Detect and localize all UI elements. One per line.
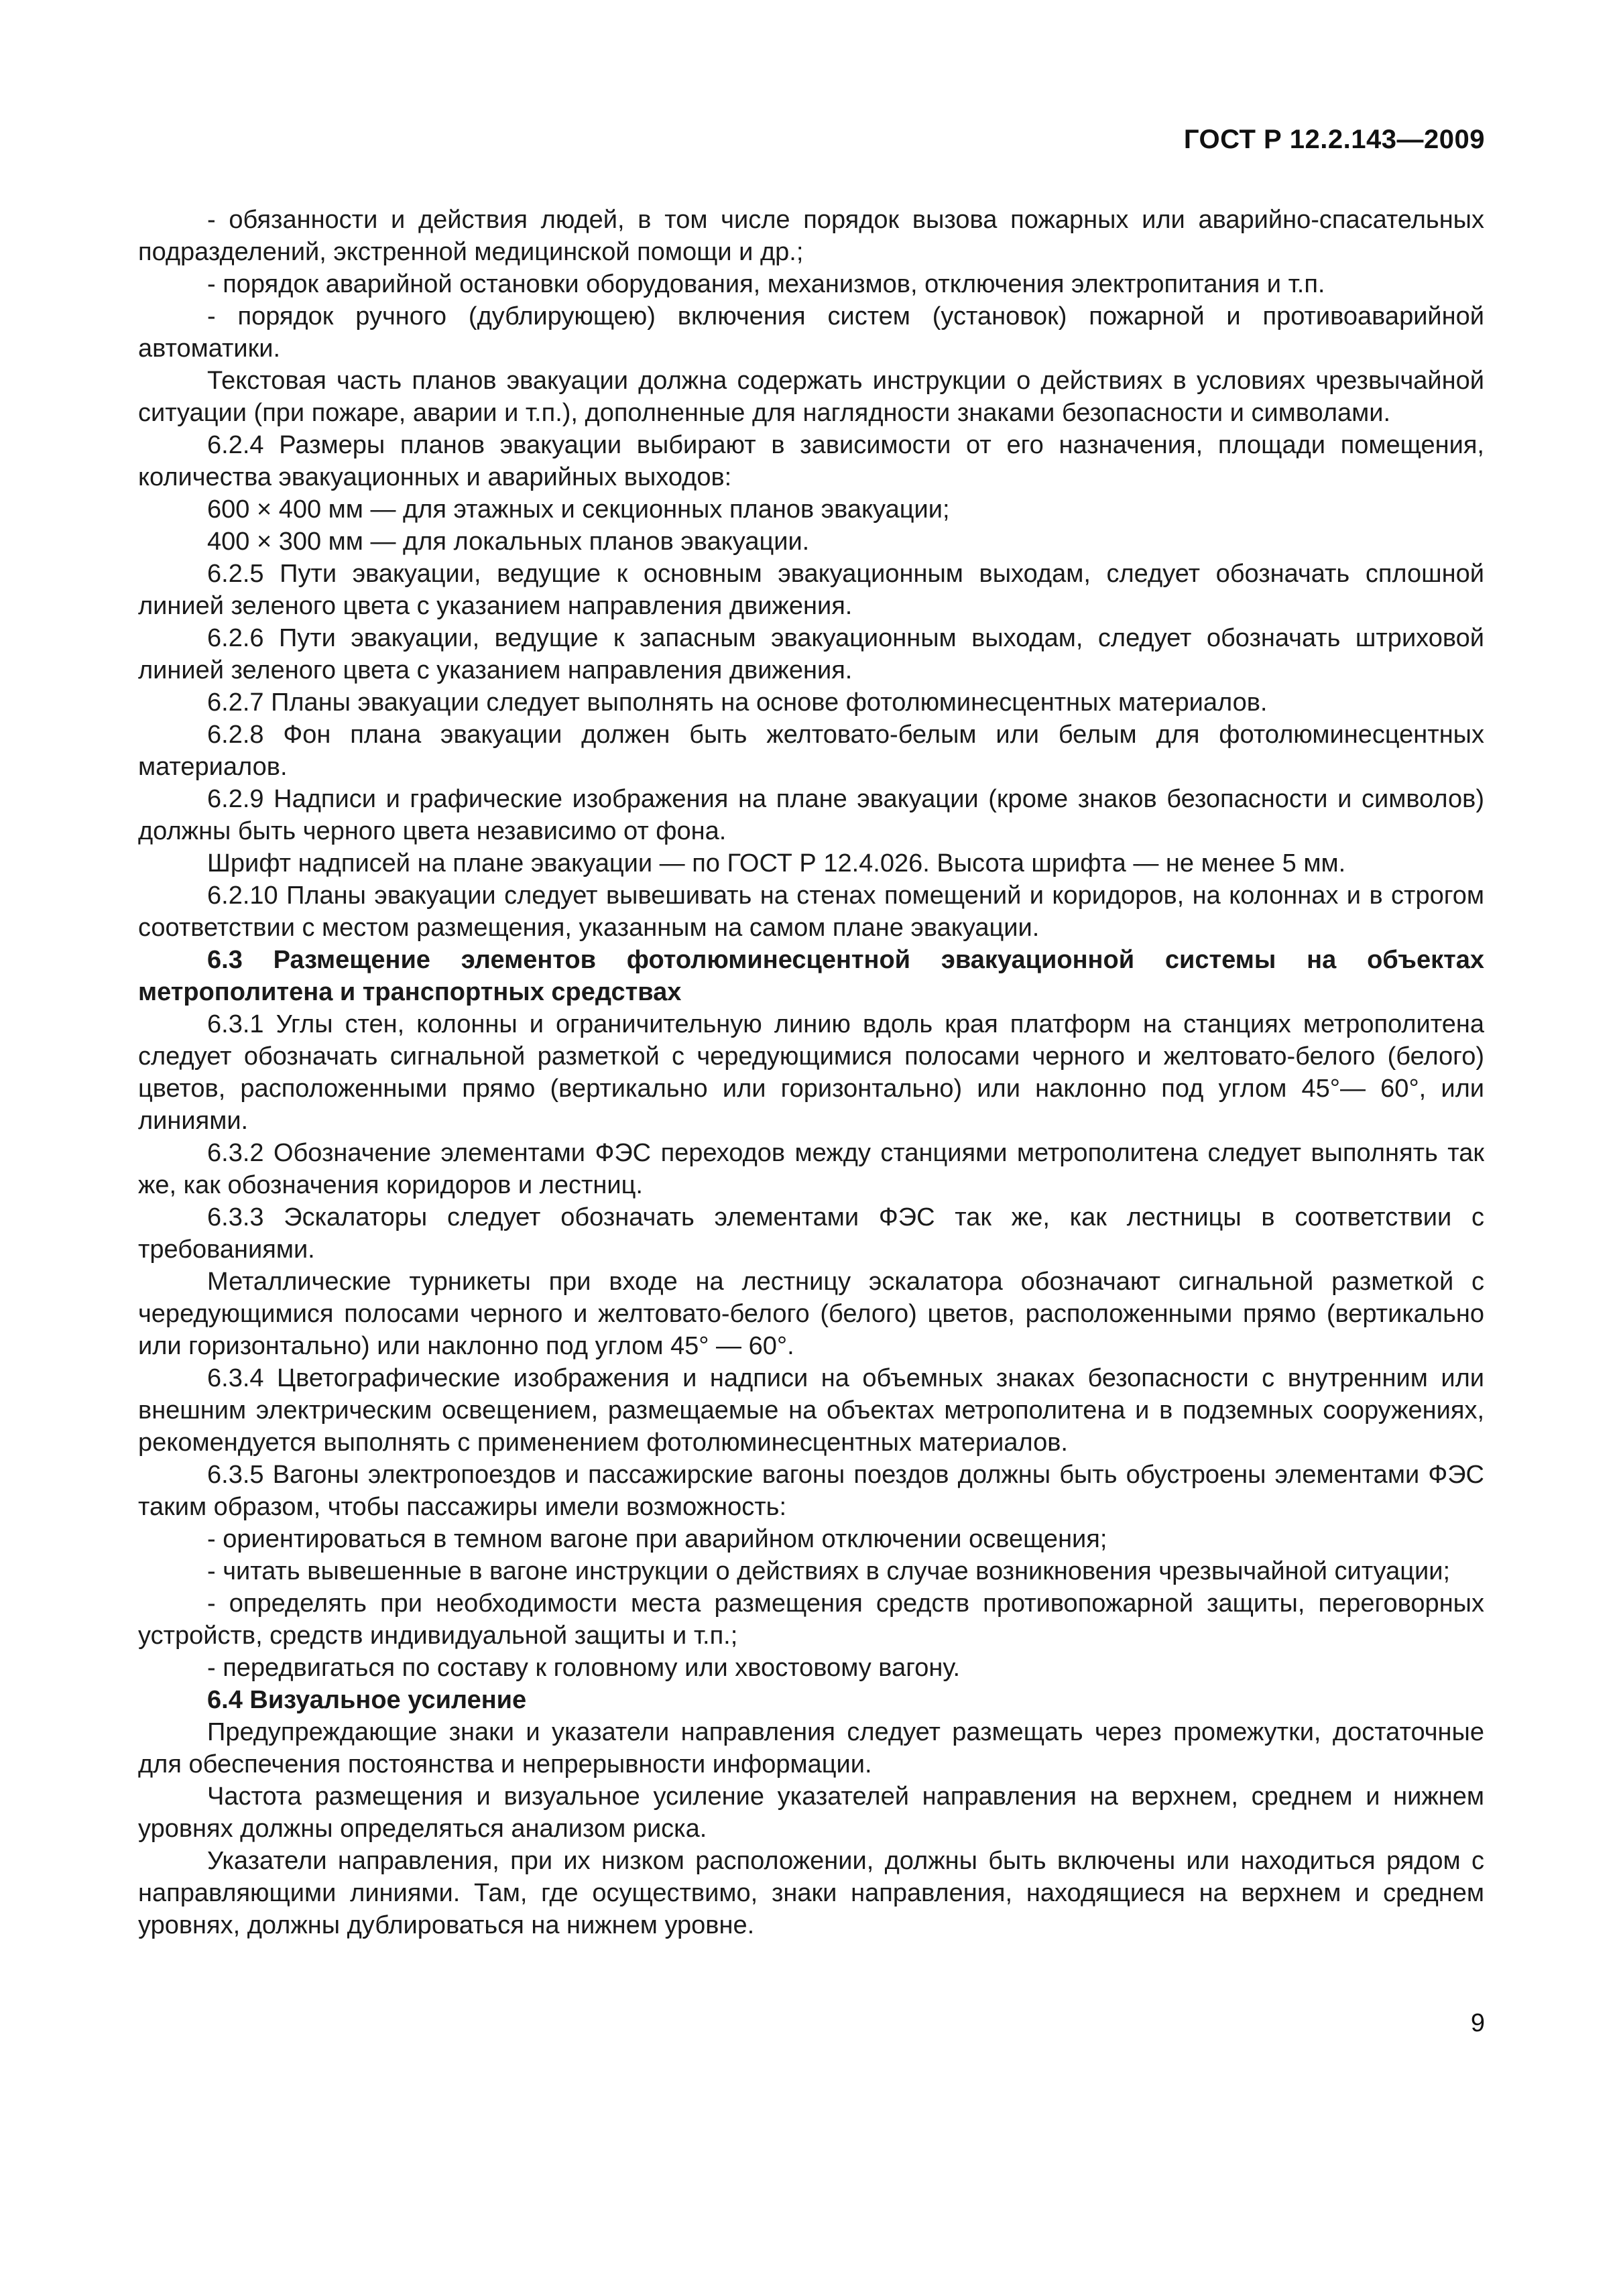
paragraph: 6.2.6 Пути эвакуации, ведущие к запасным эвакуационным выходам, следует обозначать штриховой линией зеленого цвета с указанием направления движения. [138,624,1484,684]
paragraph: - порядок аварийной остановки оборудования, механизмов, отключения электропитания и т.п. [207,270,1325,298]
paragraph: - порядок ручного (дублирующею) включения систем (установок) пожарной и противоаварийной автоматики. [138,302,1484,363]
paragraph: - ориентироваться в темном вагоне при аварийном отключении освещения; [207,1525,1107,1553]
paragraph: 6.2.7 Планы эвакуации следует выполнять на основе фотолюминесцентных материалов. [207,688,1268,717]
paragraph: Указатели направления, при их низком расположении, должны быть включены или находиться рядом с направляющими линиями. Там, где осуществимо, знаки направления, находящиеся на верхнем и среднем уровнях, должны дублироваться на нижнем уровне. [138,1847,1484,1939]
paragraph: Шрифт надписей на плане эвакуации — по ГОСТ Р 12.4.026. Высота шрифта — не менее 5 мм. [207,849,1346,878]
paragraph: 600 × 400 мм — для этажных и секционных планов эвакуации; [207,495,950,524]
section-heading: 6.4 Визуальное усиление [207,1686,527,1714]
paragraph: 6.2.8 Фон плана эвакуации должен быть желтовато-белым или белым для фотолюминесцентных материалов. [138,721,1484,781]
paragraph: 6.3.1 Углы стен, колонны и ограничительную линию вдоль края платформ на станциях метрополитена следует обозначать сигнальной разметкой с чередующимися полосами черного и желтовато-белого (белого) цветов, расположенными прямо (вертикально или горизонтально) или наклонно под углом 45°— 60°, или линиями. [138,1010,1484,1135]
paragraph: 6.3.4 Цветографические изображения и надписи на объемных знаках безопасности с внутренним или внешним электрическим освещением, размещаемые на объектах метрополитена и в подземных сооружениях, рекомендуется выполнять с применением фотолюминесцентных материалов. [138,1364,1484,1457]
paragraph: - читать вывешенные в вагоне инструкции о действиях в случае возникновения чрезвычайной ситуации; [207,1557,1451,1585]
document-body [138,204,1484,1941]
paragraph: Предупреждающие знаки и указатели направления следует размещать через промежутки, достаточные для обеспечения постоянства и непрерывности информации. [138,1718,1484,1778]
paragraph: - передвигаться по составу к головному или хвостовому вагону. [207,1654,961,1682]
paragraph: 6.3.5 Вагоны электропоездов и пассажирские вагоны поездов должны быть обустроены элементами ФЭС таким образом, чтобы пассажиры имели возможность: [138,1461,1484,1521]
paragraph: 6.2.4 Размеры планов эвакуации выбирают в зависимости от его назначения, площади помещения, количества эвакуационных и аварийных выходов: [138,431,1484,491]
paragraph: Частота размещения и визуальное усиление указателей направления на верхнем, среднем и нижнем уровнях должны определяться анализом риска. [138,1783,1484,1843]
paragraph: 6.3.3 Эскалаторы следует обозначать элементами ФЭС так же, как лестницы в соответствии с требованиями. [138,1203,1484,1264]
standard-designation: ГОСТ Р 12.2.143—2009 [1183,125,1485,154]
paragraph: Металлические турникеты при входе на лестницу эскалатора обозначают сигнальной разметкой с чередующимися полосами черного и желтовато-белого (белого) цветов, расположенными прямо (вертикально или горизонтально) или наклонно под углом 45° — 60°. [138,1268,1484,1360]
section-heading: 6.3 Размещение элементов фотолюминесцентной эвакуационной системы на объектах метрополитена и транспортных средствах [138,946,1484,1006]
paragraph: 6.2.9 Надписи и графические изображения на плане эвакуации (кроме знаков безопасности и символов) должны быть черного цвета независимо от фона. [138,785,1484,845]
paragraph: 6.2.5 Пути эвакуации, ведущие к основным эвакуационным выходам, следует обозначать сплошной линией зеленого цвета с указанием направления движения. [138,560,1484,620]
paragraph: 6.2.10 Планы эвакуации следует вывешивать на стенах помещений и коридоров, на колоннах и в строгом соответствии с местом размещения, указанным на самом плане эвакуации. [138,882,1484,942]
paragraph: - определять при необходимости места размещения средств противопожарной защиты, переговорных устройств, средств индивидуальной защиты и т.п.; [138,1589,1484,1650]
paragraph: 6.3.2 Обозначение элементами ФЭС переходов между станциями метрополитена следует выполнять так же, как обозначения коридоров и лестниц. [138,1139,1484,1199]
paragraph: Текстовая часть планов эвакуации должна содержать инструкции о действиях в условиях чрезвычайной ситуации (при пожаре, аварии и т.п.), дополненные для наглядности знаками безопасности и символами. [138,367,1484,427]
page-number: 9 [1470,2009,1485,2037]
paragraph: - обязанности и действия людей, в том числе порядок вызова пожарных или аварийно-спасательных подразделений, экстренной медицинской помощи и др.; [138,206,1484,266]
paragraph: 400 × 300 мм — для локальных планов эвакуации. [207,528,810,556]
